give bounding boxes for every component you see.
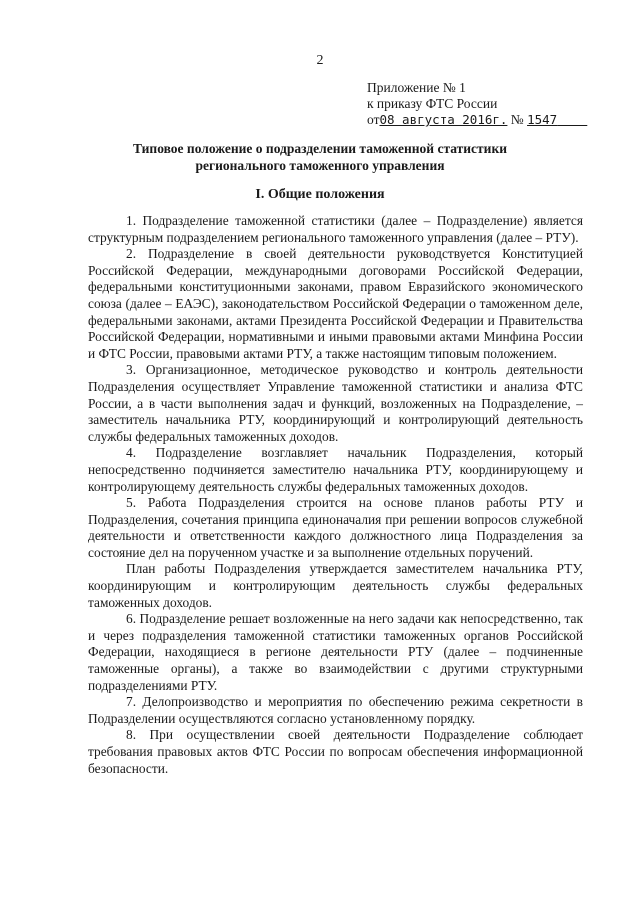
paragraph-8: 8. При осуществлении своей деятельности Подразделение соблюдает требования правовых актов ФТС России по вопросам обеспечения информационной безопасности.	[88, 727, 583, 776]
paragraph-7: 7. Делопроизводство и мероприятия по обеспечению режима секретности в Подразделении осуществляются согласно установленному порядку.	[88, 694, 583, 726]
appendix-block	[367, 80, 587, 128]
paragraph-6: 6. Подразделение решает возложенные на него задачи как непосредственно, так и через подразделения таможенной статистики таможенных органов Российской Федерации, находящиеся в регионе деятельности РТУ (далее – подчиненные таможенные органы), а также во взаимодействии с другими структурными подразделениями РТУ.	[88, 611, 583, 693]
title-line-1: Типовое положение о подразделении таможенной статистики	[132, 141, 508, 156]
section-heading: I. Общие положения	[255, 187, 385, 202]
paragraph-5: 5. Работа Подразделения строится на основе планов работы РТУ и Подразделения, сочетания принципа единоначалия при решении вопросов служебной деятельности и ответственности каждого должностного лица Подразделения за состояние дел на порученном участке и за выполнение отдельных поручений.	[88, 495, 583, 560]
paragraph-5-plan: План работы Подразделения утверждается заместителем начальника РТУ, координирующим и контролирующим деятельность службы федеральных таможенных доходов.	[88, 561, 583, 610]
document-title	[0, 140, 640, 174]
title-line-2: регионального таможенного управления	[195, 158, 445, 173]
appendix-order-line: к приказу ФТС России	[367, 96, 498, 111]
page-number: 2	[316, 53, 324, 68]
appendix-line: Приложение № 1	[367, 80, 466, 95]
order-date: 08 августа 2016г.	[379, 112, 508, 127]
paragraph-3: 3. Организационное, методическое руководство и контроль деятельности Подразделения осуществляет Управление таможенной статистики и анализа ФТС России, а в части выполнения задач и функций, возложенных на Подразделение, – заместитель начальника РТУ, координирующий и контролирующий деятельность службы федеральных таможенных доходов.	[88, 362, 583, 444]
paragraph-2: 2. Подразделение в своей деятельности руководствуется Конституцией Российской Федерации, международными договорами Российской Федерации, федеральными конституционными законами, правом Евразийского экономического союза (далее – ЕАЭС), законодательством Российской Федерации о таможенном деле, федеральными законами, актами Президента Российской Федерации и Правительства Российской Федерации, нормативными и иными правовыми актами Минфина России и ФТС России, правовыми актами РТУ, а также настоящим типовым положением.	[88, 246, 583, 361]
paragraph-1: 1. Подразделение таможенной статистики (далее – Подразделение) является структурным подразделением регионального таможенного управления (далее – РТУ).	[88, 213, 583, 245]
order-number: 1547	[527, 112, 558, 127]
paragraph-4: 4. Подразделение возглавляет начальник Подразделения, который непосредственно подчиняется заместителю начальника РТУ, координирующему и контролирующему деятельность службы федеральных таможенных доходов.	[88, 445, 583, 494]
number-prefix: №	[510, 112, 524, 127]
date-prefix: от	[367, 112, 380, 127]
appendix-date-line	[367, 112, 587, 128]
document-body	[88, 213, 583, 777]
